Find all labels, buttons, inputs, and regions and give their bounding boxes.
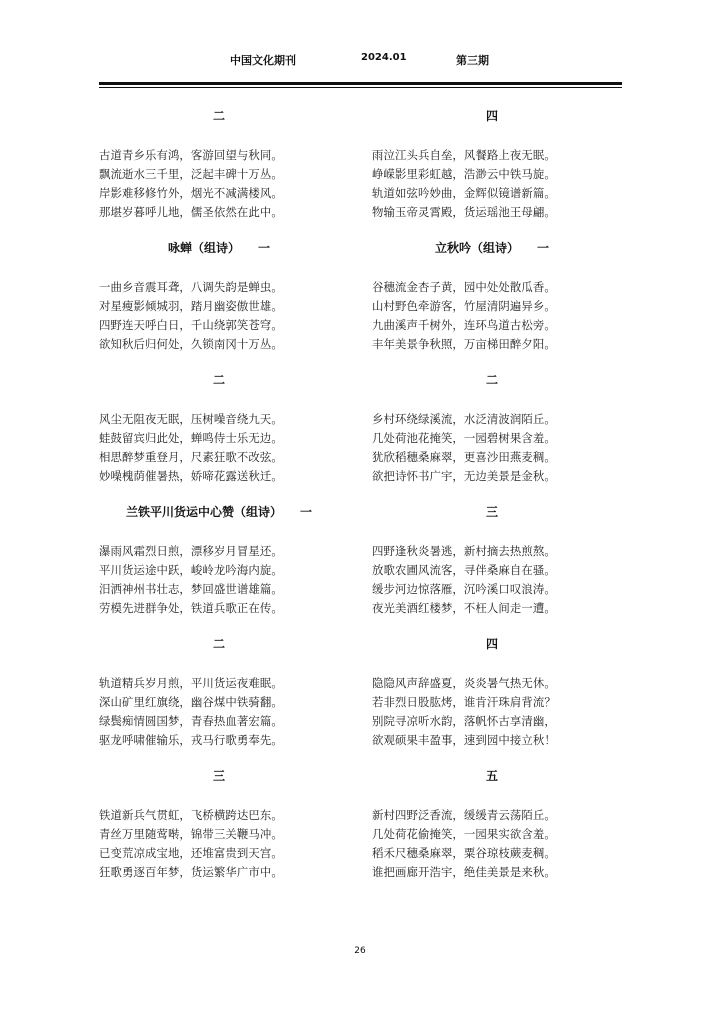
poem-section xyxy=(99,108,339,240)
poem-number: 二 xyxy=(212,109,225,123)
poem-line: 已变荒凉成宝地，还堆富贵到天宫。 xyxy=(99,846,283,860)
poem-line: 欲观硕果丰盈事，速到园中接立秋！ xyxy=(372,733,556,747)
poem-number: 一 xyxy=(258,241,271,255)
poem-number: 二 xyxy=(485,373,498,387)
poem-line: 铁道新兵气贯虹，飞桥横跨达巴东。 xyxy=(99,808,283,822)
poem-line: 隐隐风声辞盛夏，炎炎暑气热无休。 xyxy=(372,676,556,690)
poem-line: 欲把诗怀书广宇，无边美景是金秋。 xyxy=(372,469,556,483)
issue-number: 第三期 xyxy=(456,54,489,67)
poem-section xyxy=(99,240,339,372)
poem-heading xyxy=(99,504,339,542)
poem-line: 丰年美景争秋照，万亩梯田醉夕阳。 xyxy=(372,337,556,351)
poem-heading xyxy=(372,240,612,278)
right-column xyxy=(372,108,612,900)
poem-line: 蛙鼓留宾归此处，蝉鸣侍士乐无边。 xyxy=(99,431,283,445)
poem-line: 绿鬓痴情圆国梦，青春热血著宏篇。 xyxy=(99,714,283,728)
poem-line: 九曲溪声千树外，连环鸟道古松旁。 xyxy=(372,318,556,332)
poem-title: 兰铁平川货运中心赞（组诗） xyxy=(125,505,282,519)
poem-line: 夜光美酒红楼梦，不枉人间走一遭。 xyxy=(372,601,556,615)
poem-number: 一 xyxy=(537,241,550,255)
poem-line: 岸影难移修竹外，烟光不减满楼风。 xyxy=(99,186,283,200)
poem-heading xyxy=(99,108,339,146)
poem-heading xyxy=(372,504,612,542)
poem-line: 青丝万里随莺啭，锦带三关鞭马冲。 xyxy=(99,827,283,841)
journal-title: 中国文化期刊 xyxy=(230,54,296,67)
poem-line: 瀑雨风霜烈日煎，漂移岁月冒星还。 xyxy=(99,544,283,558)
poem-number: 二 xyxy=(212,637,225,651)
poem-line: 几处荷池花掩笑，一园碧树果含羞。 xyxy=(372,431,556,445)
poem-line: 平川货运途中跃，峻岭龙吟海内旋。 xyxy=(99,563,283,577)
poem-line: 一曲乡音震耳聋，八调失韵是蝉虫。 xyxy=(99,280,283,294)
poem-number: 二 xyxy=(212,373,225,387)
page-number: 26 xyxy=(354,946,366,956)
poem-line: 驱龙呼啸催输乐，戎马行歌勇奉先。 xyxy=(99,733,283,747)
poem-line: 谷穗流金杏子黄，园中处处散瓜香。 xyxy=(372,280,556,294)
page-header xyxy=(0,52,720,70)
poem-line: 风尘无阻夜无眠，压树噪音绕九天。 xyxy=(99,412,283,426)
poem-line: 新村四野泛香流，缓缓青云荡陌丘。 xyxy=(372,808,556,822)
poem-line: 古道青乡乐有鸿，客游回望与秋同。 xyxy=(99,148,283,162)
poem-line: 那堪岁暮呼儿地，儒圣依然在此中。 xyxy=(99,205,283,219)
poem-line: 犹欣稻穗桑麻翠，更喜沙田燕麦稠。 xyxy=(372,450,556,464)
poem-section xyxy=(99,504,339,636)
poem-section xyxy=(372,240,612,372)
poem-heading xyxy=(99,240,339,278)
poem-line: 山村野色牵游客，竹屋清阴遍异乡。 xyxy=(372,299,556,313)
poem-section xyxy=(372,768,612,900)
poem-number: 一 xyxy=(300,505,313,519)
poem-number: 四 xyxy=(485,109,498,123)
poem-number: 三 xyxy=(485,505,498,519)
poem-heading xyxy=(372,768,612,806)
poem-line: 稻禾尺穗桑麻翠，粟谷琼枝蕨麦稠。 xyxy=(372,846,556,860)
poem-line: 四野逢秋炎暑逃，新村摘去热煎熬。 xyxy=(372,544,556,558)
poem-line: 放歌农圃风流客，寻伴桑麻自在骚。 xyxy=(372,563,556,577)
poem-line: 轨道精兵岁月煎，平川货运夜难眠。 xyxy=(99,676,283,690)
poem-line: 妙噪槐荫催暑热，娇啼花露送秋迁。 xyxy=(99,469,283,483)
left-column xyxy=(99,108,339,900)
poem-line: 乡村环绕绿溪流，水泛清波润陌丘。 xyxy=(372,412,556,426)
poem-line: 劳模先进群争处，铁道兵歌正在传。 xyxy=(99,601,283,615)
poem-heading xyxy=(99,372,339,410)
issue-date: 2024.01 xyxy=(361,52,407,63)
poem-line: 缓步河边惊落雁，沉吟溪口叹浪涛。 xyxy=(372,582,556,596)
poem-section xyxy=(372,372,612,504)
poem-line: 狂歌勇逐百年梦，货运繁华广市中。 xyxy=(99,865,283,879)
poem-title: 立秋吟（组诗） xyxy=(434,241,519,255)
poem-number: 三 xyxy=(212,769,225,783)
poem-line: 几处荷花偷掩笑，一园果实欲含羞。 xyxy=(372,827,556,841)
poem-heading xyxy=(372,372,612,410)
poem-line: 对星瘦影倾城羽，踏月幽姿傲世雄。 xyxy=(99,299,283,313)
poem-line: 欲知秋后归何处，久锁南冈十万丛。 xyxy=(99,337,283,351)
poem-heading xyxy=(372,108,612,146)
poem-line: 轨道如弦吟妙曲，金辉似镜谱新篇。 xyxy=(372,186,556,200)
poem-section xyxy=(99,372,339,504)
poem-line: 飘流逝水三千里，泛起丰碑十万丛。 xyxy=(99,167,283,181)
poem-section xyxy=(99,768,339,900)
poem-line: 深山矿里红旗绕，幽谷煤中铁骑翻。 xyxy=(99,695,283,709)
poem-title: 咏蝉（组诗） xyxy=(167,241,240,255)
poem-line: 相思醉梦重登月，尺素狂歌不改弦。 xyxy=(99,450,283,464)
poem-section xyxy=(372,504,612,636)
poem-number: 四 xyxy=(485,637,498,651)
poem-line: 峥嵘影里彩虹越，浩渺云中铁马旋。 xyxy=(372,167,556,181)
poem-line: 物输玉帝灵霄殿，货运瑶池王母翩。 xyxy=(372,205,556,219)
poem-section xyxy=(99,636,339,768)
poem-section xyxy=(372,636,612,768)
poem-number: 五 xyxy=(485,769,498,783)
poem-line: 雨泣江头兵自垒，风餐路上夜无眠。 xyxy=(372,148,556,162)
poem-line: 谁把画廊开浩宇，绝佳美景是来秋。 xyxy=(372,865,556,879)
poem-line: 别院寻凉听水韵，落帆怀古享清幽， xyxy=(372,714,556,728)
poem-section xyxy=(372,108,612,240)
poem-heading xyxy=(99,636,339,674)
poem-heading xyxy=(372,636,612,674)
header-rule-thick xyxy=(99,82,622,85)
poem-line: 汨洒神州书壮志，梦回盛世谱雄篇。 xyxy=(99,582,283,596)
poem-line: 四野连天呼白日，千山绕郭笑苍穹。 xyxy=(99,318,283,332)
header-rule-thin xyxy=(99,87,622,88)
poem-line: 若非烈日股肱烤，谁肯汗珠肩背流？ xyxy=(372,695,556,709)
poem-heading xyxy=(99,768,339,806)
